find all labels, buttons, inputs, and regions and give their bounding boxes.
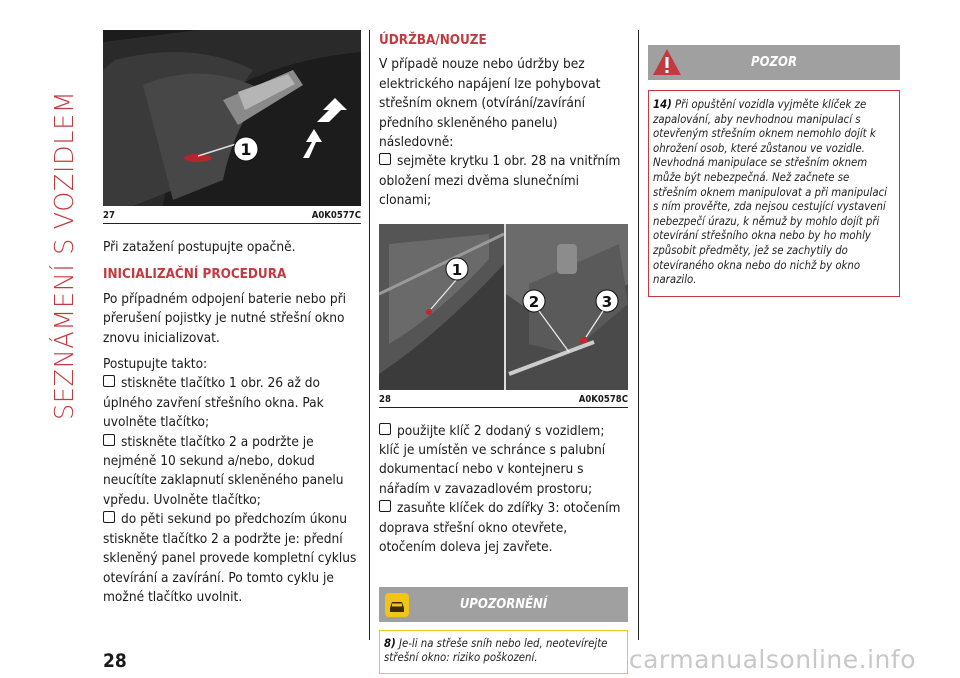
callout-3: 3 [601, 292, 613, 311]
paragraph: Postupujte takto: [103, 356, 208, 373]
figure-number: 27 [103, 210, 115, 221]
page-number: 28 [103, 650, 127, 672]
headliner-illustration [379, 224, 628, 390]
list-item: zasuňte klíček do zdířky 3: otočením doprava střešní okno otevřete, otočením doleva jej zavřete. [379, 500, 621, 556]
figure-code: A0K0578C [578, 393, 628, 405]
left-column [103, 30, 361, 607]
warning-title: UPOZORNĚNÍ [459, 596, 548, 612]
caution-header [648, 45, 900, 80]
section-heading: ÚDRŽBA/NOUZE [379, 33, 487, 48]
side-section-title: SEZNÁMENÍ S VOZIDLEM [50, 90, 80, 420]
warning-box [379, 587, 628, 674]
column-divider [638, 30, 639, 640]
callout-1: 1 [240, 140, 252, 159]
list-item: do pěti sekund po předchozím úkonu stiskněte tlačítko 2 a podržte je: přední skleněný panel provede kompletní cyklus otevírání a zavírání. Po tomto cyklu je možné tlačítko uvolnit. [103, 511, 357, 605]
figure-number: 28 [379, 393, 391, 405]
figure-27 [103, 30, 361, 206]
list-item: sejměte krytku 1 obr. 28 na vnitřním obložení mezi dvěma slunečními clonami; [379, 153, 621, 209]
caution-ref: 14) [653, 98, 672, 111]
column-divider [369, 30, 370, 640]
checkbox-bullet-icon [379, 153, 391, 165]
checkbox-bullet-icon [103, 434, 115, 446]
intro-text: Při zatažení postupujte opačně. [103, 239, 296, 255]
section-heading: INICIALIZAČNÍ PROCEDURA [103, 267, 287, 283]
checkbox-bullet-icon [379, 500, 391, 512]
middle-column [379, 30, 628, 674]
roof-console-illustration [103, 30, 361, 206]
figure-28 [379, 224, 628, 390]
checkbox-bullet-icon [103, 375, 115, 387]
list-item: stiskněte tlačítko 1 obr. 26 až do úplného zavření střešního okna. Pak uvolněte tlačítko; [103, 375, 324, 431]
watermark: carmanualsonline.info [628, 645, 916, 674]
list-item: použijte klíč 2 dodaný s vozidlem; klíč je umístěn ve schránce s palubní dokumentací nebo v kontejneru s nářadím v zavazadlovém prostoru; [379, 422, 606, 497]
caution-text: Při opuštění vozidla vyjměte klíček ze zapalování, aby nevhodnou manipulací s otevřeným střešním oknem nemohlo dojít k ohrožení osob, které zůstanou ve vozidle. Nevhodná manipulace se střešním oknem může být nebezpečná. Než začnete se střešním oknem manipulovat a při manipulaci s ním prověřte, zda nejsou cestující vystaveni nebezpečí úrazu, k němuž by mohlo dojít při otevírání střešního okna nebo by ho mohly způsobit předměty, jež se zachytily do otevíraného okna nebo do nichž by okno narazilo. [653, 98, 888, 287]
warning-body [379, 630, 628, 674]
warning-header [379, 587, 628, 622]
warning-ref: 8) [384, 636, 396, 650]
callout-2: 2 [528, 292, 540, 311]
checkbox-bullet-icon [379, 423, 391, 435]
paragraph: V případě nouze nebo údržby bez elektrického napájení lze pohybovat střešním oknem (otvírání/zavírání předního skleněného panelu) následovně: [379, 56, 601, 151]
list-item: stiskněte tlačítko 2 a podržte je nejméně 10 sekund a/nebo, dokud neucítíte zaklapnutí skleněného panelu vpředu. Uvolněte tlačítko; [103, 433, 344, 508]
callout-1: 1 [451, 260, 463, 279]
danger-triangle-icon [652, 48, 682, 76]
figure-caption [103, 206, 361, 224]
car-warning-icon [385, 593, 409, 617]
figure-code: A0K0577C [311, 210, 361, 221]
paragraph: Po případném odpojení baterie nebo při přerušení pojistky je nutné střešní okno znovu inicializovat. [103, 290, 347, 346]
caution-body [648, 90, 900, 297]
warning-text: Je-li na střeše sníh nebo led, neotevírejte střešní okno: riziko poškození. [384, 636, 608, 665]
caution-title: POZOR [751, 55, 797, 70]
right-column [648, 45, 900, 297]
figure-caption [379, 390, 628, 408]
checkbox-bullet-icon [103, 511, 115, 523]
